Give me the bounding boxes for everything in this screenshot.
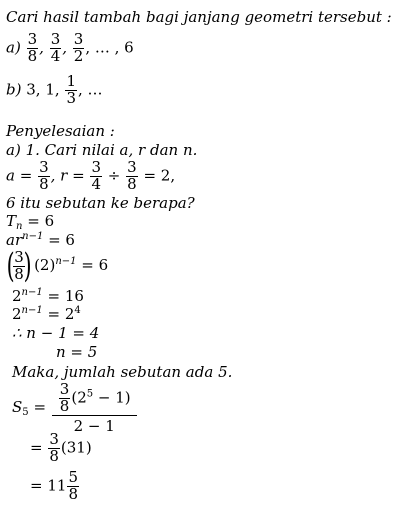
- arn-eq: $ar^{n-1} = 6$: [6, 231, 75, 249]
- question-b: [6, 74, 103, 107]
- fraction-3-4: $\frac{3}{4}$: [50, 30, 61, 65]
- fraction-step2: $\frac{3}{8}$: [49, 430, 59, 465]
- step-1: a) 1. Cari nilai a, r dan n.: [6, 141, 198, 159]
- which-term: 6 itu sebutan ke berapa?: [6, 194, 195, 212]
- fraction-1-3: $\frac{1}{3}$: [66, 72, 76, 107]
- fraction-3-8: $\frac{3}{8}$: [27, 30, 38, 65]
- fraction-3-2: $\frac{3}{2}$: [73, 30, 84, 65]
- b-end: , …: [77, 80, 103, 99]
- conclusion: Maka, jumlah sebutan ada 5.: [12, 363, 233, 381]
- substitution-eq: ( $\frac{3}{8}$ ) $(2)^{n-1} = 6$: [6, 246, 109, 286]
- b-start: 3, 1,: [26, 80, 60, 99]
- pow-eq-16: $2^{n-1} = 16$: [12, 287, 84, 305]
- values-a-r: a = $\frac{3}{8}$ , r = $\frac{3}{4}$ ÷ $\frac{3}{8}$ = 2,: [6, 158, 176, 193]
- a-label: a): [6, 38, 21, 57]
- fraction-result: $\frac{5}{8}$: [68, 468, 78, 503]
- a-tail: , … , 6: [85, 38, 134, 57]
- solution-heading: Penyelesaian :: [6, 122, 115, 140]
- s5-result: = 11 $\frac{5}{8}$: [30, 468, 78, 503]
- s5-big-fraction: $\frac{3}{8}$ $(2^5 - 1)$ 2 − 1: [52, 382, 137, 434]
- tn-eq: $T_n = 6$: [6, 212, 55, 232]
- question-title: Cari hasil tambah bagi janjang geometri tersebut :: [6, 8, 392, 26]
- fraction-a: $\frac{3}{8}$: [39, 158, 49, 193]
- fraction-sub: $\frac{3}{8}$: [14, 247, 24, 283]
- s5-eq: $S_5$ = $\frac{3}{8}$ $(2^5 - 1)$ 2 − 1: [12, 382, 138, 434]
- b-label: b): [6, 80, 22, 99]
- pow-eq-2-4: $2^{n-1} = 2^4$: [12, 305, 81, 323]
- s5-step2: = $\frac{3}{8}$ (31): [30, 430, 92, 465]
- n-equals-5: n = 5: [56, 343, 98, 361]
- fraction-r2: $\frac{3}{8}$: [127, 158, 137, 193]
- question-a: a) $\frac{3}{8}$ , $\frac{3}{4}$ , $\frac{3}{2}$ , … , 6: [6, 30, 134, 65]
- therefore-line: ∴ n − 1 = 4: [12, 324, 100, 342]
- fraction-r1: $\frac{3}{4}$: [91, 158, 101, 193]
